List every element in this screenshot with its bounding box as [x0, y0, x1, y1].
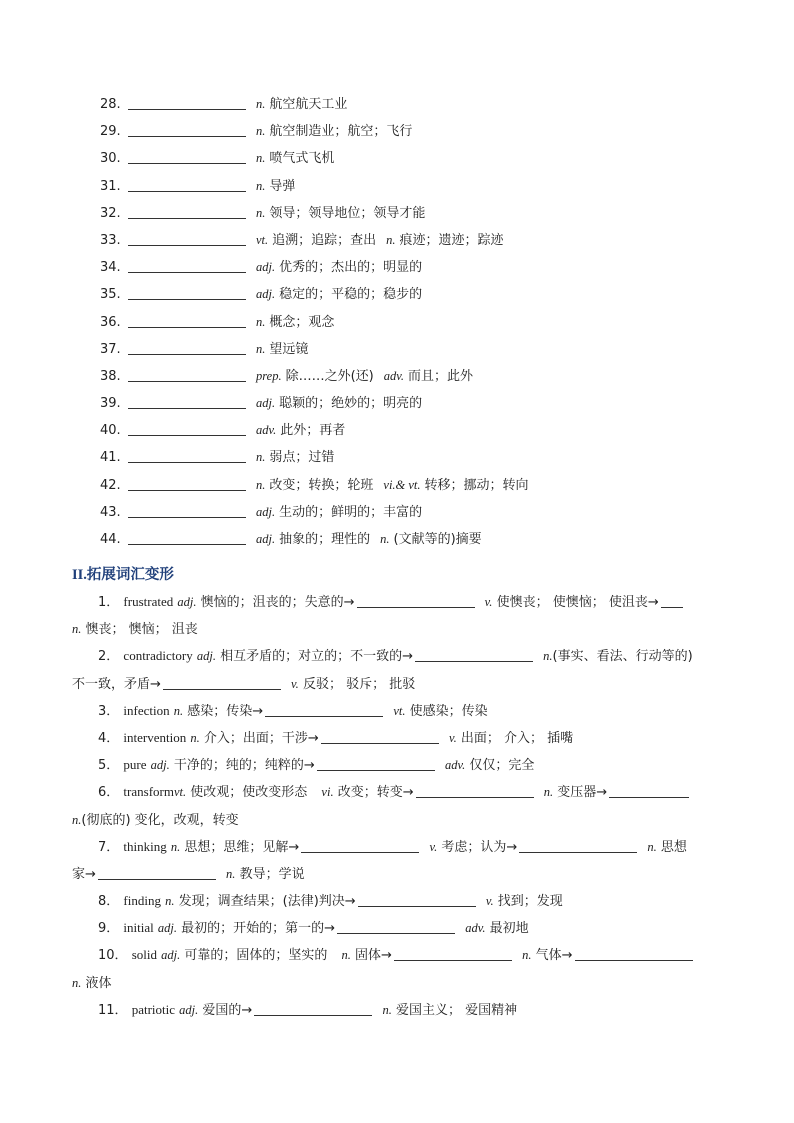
ext-item-7: 7． thinking n. 思想；思维；见解→ v. 考虑；认为→ n. 思想: [98, 838, 687, 855]
answer-blank[interactable]: [128, 150, 246, 164]
vocab-meaning: 除……之外(还): [285, 368, 374, 384]
part-of-speech: prep.: [256, 368, 282, 383]
part-of-speech: adj.: [256, 504, 276, 519]
vocab-meaning: 导弹: [269, 178, 296, 194]
answer-blank[interactable]: [575, 947, 693, 961]
part-of-speech: adj.: [256, 532, 276, 546]
answer-blank[interactable]: [128, 422, 246, 436]
vocab-meaning: 追溯；追踪；查出: [272, 232, 377, 248]
vocab-meaning: 航空制造业；航空；飞行: [269, 124, 413, 140]
vocab-number: 28.: [100, 97, 121, 112]
vocab-row: [100, 366, 720, 393]
answer-blank[interactable]: [519, 839, 637, 853]
vocab-number: 34.: [100, 260, 121, 276]
part-of-speech: adj.: [256, 396, 276, 411]
ext-item-2-cont: 不一致，矛盾→ v. 反驳； 驳斥； 批驳: [72, 676, 416, 692]
answer-blank[interactable]: [415, 648, 533, 662]
vocab-row: [100, 502, 720, 529]
vocab-meaning: 改变；转换；轮班: [269, 477, 374, 493]
vocab-number: 30.: [100, 151, 121, 167]
vocab-meaning: 此外；再者: [280, 423, 346, 439]
answer-blank[interactable]: [128, 531, 246, 545]
vocab-row: [100, 393, 720, 420]
part-of-speech: n.: [256, 450, 266, 465]
vocab-row: [100, 312, 720, 339]
vocab-row: [100, 94, 720, 121]
answer-blank[interactable]: [128, 232, 246, 246]
vocab-number: 36.: [100, 314, 121, 330]
vocab-row: [100, 339, 720, 366]
vocab-meaning: 生动的；鲜明的；丰富的: [279, 504, 423, 520]
vocab-meaning: 概念；观念: [269, 314, 335, 330]
vocab-row: [100, 257, 720, 284]
vocab-number: 35.: [100, 287, 121, 303]
vocab-number: 42.: [100, 477, 121, 493]
vocab-meaning: 抽象的；理性的: [279, 532, 371, 547]
vocab-meaning: 弱点；过错: [269, 450, 335, 466]
answer-blank[interactable]: [358, 893, 476, 907]
answer-blank[interactable]: [254, 1002, 372, 1016]
vocab-meaning: 喷气式飞机: [269, 151, 335, 167]
answer-blank[interactable]: [128, 286, 246, 300]
ext-item-5: 5． pure adj. 干净的；纯的；纯粹的→ adv. 仅仅；完全: [98, 757, 535, 774]
answer-blank[interactable]: [128, 477, 246, 491]
vocab-row: [100, 203, 720, 230]
answer-blank[interactable]: [357, 594, 475, 608]
ext-item-8: 8． finding n. 发现；调查结果；(法律)判决→ v. 找到；发现: [98, 893, 563, 910]
ext-item-6-cont: n.(彻底的) 变化，改观，转变: [72, 812, 239, 828]
part-of-speech-2: adv.: [383, 368, 404, 383]
ext-item-1: 1． frustrated adj. 懊恼的；沮丧的；失意的→ v. 使懊丧； 使懊恼； 使沮丧→: [72, 592, 724, 619]
answer-blank[interactable]: [98, 866, 216, 880]
ext-item-1-cont: n. 懊丧； 懊恼； 沮丧: [72, 622, 198, 638]
answer-blank[interactable]: [301, 839, 419, 853]
answer-blank[interactable]: [317, 757, 435, 771]
part-of-speech: n.: [256, 205, 266, 220]
answer-blank[interactable]: [416, 784, 534, 798]
vocab-number: 38.: [100, 368, 121, 384]
part-of-speech: n.: [256, 97, 266, 111]
answer-blank[interactable]: [128, 178, 246, 192]
answer-blank[interactable]: [394, 947, 512, 961]
answer-blank[interactable]: [609, 784, 689, 798]
part-of-speech: n.: [256, 314, 266, 329]
answer-blank[interactable]: [163, 676, 281, 690]
answer-blank[interactable]: [337, 920, 455, 934]
vocab-number: 37.: [100, 341, 121, 357]
answer-blank[interactable]: [128, 96, 246, 110]
vocab-meaning-2: 痕迹；遗迹；踪迹: [399, 232, 504, 248]
answer-blank[interactable]: [128, 123, 246, 137]
part-of-speech: vt.: [256, 232, 269, 247]
answer-blank[interactable]: [128, 395, 246, 409]
vocab-number: 43.: [100, 504, 121, 520]
part-of-speech-2: n.: [380, 532, 390, 546]
vocab-row: [100, 529, 720, 556]
vocab-number: 31.: [100, 178, 121, 194]
answer-blank[interactable]: [661, 594, 683, 608]
ext-item-4: 4． intervention n. 介入；出面；干涉→ v. 出面； 介入； 插嘴: [98, 729, 574, 746]
answer-blank[interactable]: [128, 368, 246, 382]
ext-item-11: 11． patriotic adj. 爱国的→ n. 爱国主义； 爱国精神: [98, 1001, 518, 1018]
vocab-row: [100, 121, 720, 148]
vocab-row: [100, 420, 720, 447]
answer-blank[interactable]: [128, 504, 246, 518]
answer-blank[interactable]: [128, 314, 246, 328]
vocab-number: 29.: [100, 124, 121, 140]
answer-blank[interactable]: [128, 449, 246, 463]
ext-item-9: 9． initial adj. 最初的；开始的；第一的→ adv. 最初地: [98, 920, 529, 937]
answer-blank[interactable]: [265, 703, 383, 717]
vocab-number: 32.: [100, 205, 121, 221]
part-of-speech: adj.: [256, 287, 276, 302]
vocab-meaning: 航空航天工业: [269, 97, 348, 112]
vocab-meaning-2: (文献等的)摘要: [393, 532, 482, 547]
part-of-speech: n.: [256, 178, 266, 193]
vocab-number: 40.: [100, 423, 121, 439]
extension-list: [72, 592, 724, 1027]
vocab-meaning-2: 而且；此外: [407, 368, 473, 384]
ext-item-6: 6． transformvt. 使改观；使改变形态 vi. 改变；转变→ n. 变压器→: [72, 782, 724, 809]
section-title: II.拓展词汇变形: [72, 567, 174, 583]
answer-blank[interactable]: [128, 259, 246, 273]
ext-item-7-cont: 家→ n. 教导；学说: [72, 866, 305, 882]
part-of-speech-2: n.: [386, 232, 396, 247]
vocab-row: [100, 148, 720, 175]
vocab-row: [100, 284, 720, 311]
vocab-row: [100, 475, 720, 502]
ext-item-2: 2． contradictory adj. 相互矛盾的；对立的；不一致的→ n.(事实、看法、行动等的): [98, 648, 693, 665]
ext-item-10-cont: n. 液体: [72, 975, 112, 991]
vocab-row: [100, 447, 720, 474]
vocab-meaning: 稳定的；平稳的；稳步的: [279, 287, 423, 303]
part-of-speech: adv.: [256, 423, 277, 438]
part-of-speech: n.: [256, 341, 266, 356]
answer-blank[interactable]: [321, 730, 439, 744]
part-of-speech: adj.: [256, 260, 276, 275]
ext-item-3: 3． infection n. 感染；传染→ vt. 使感染；传染: [98, 702, 488, 719]
answer-blank[interactable]: [128, 341, 246, 355]
vocab-meaning-2: 转移；挪动；转向: [424, 477, 529, 493]
vocab-number: 41.: [100, 450, 121, 466]
vocab-meaning: 优秀的；杰出的；明显的: [279, 260, 423, 276]
vocab-row: [100, 230, 720, 257]
vocab-meaning: 聪颖的；绝妙的；明亮的: [279, 396, 423, 412]
part-of-speech-2: vi.& vt.: [383, 477, 421, 492]
vocab-number: 44.: [100, 532, 121, 547]
ext-item-10: 10． solid adj. 可靠的；固体的；坚实的 n. 固体→ n. 气体→: [72, 945, 724, 972]
vocab-meaning: 望远镜: [269, 341, 309, 357]
answer-blank[interactable]: [128, 205, 246, 219]
vocab-number: 39.: [100, 396, 121, 412]
vocab-row: [100, 176, 720, 203]
vocab-meaning: 领导；领导地位；领导才能: [269, 205, 426, 221]
part-of-speech: n.: [256, 124, 266, 139]
part-of-speech: n.: [256, 477, 266, 492]
vocab-list: [100, 94, 720, 556]
part-of-speech: n.: [256, 151, 266, 166]
vocab-number: 33.: [100, 232, 121, 248]
